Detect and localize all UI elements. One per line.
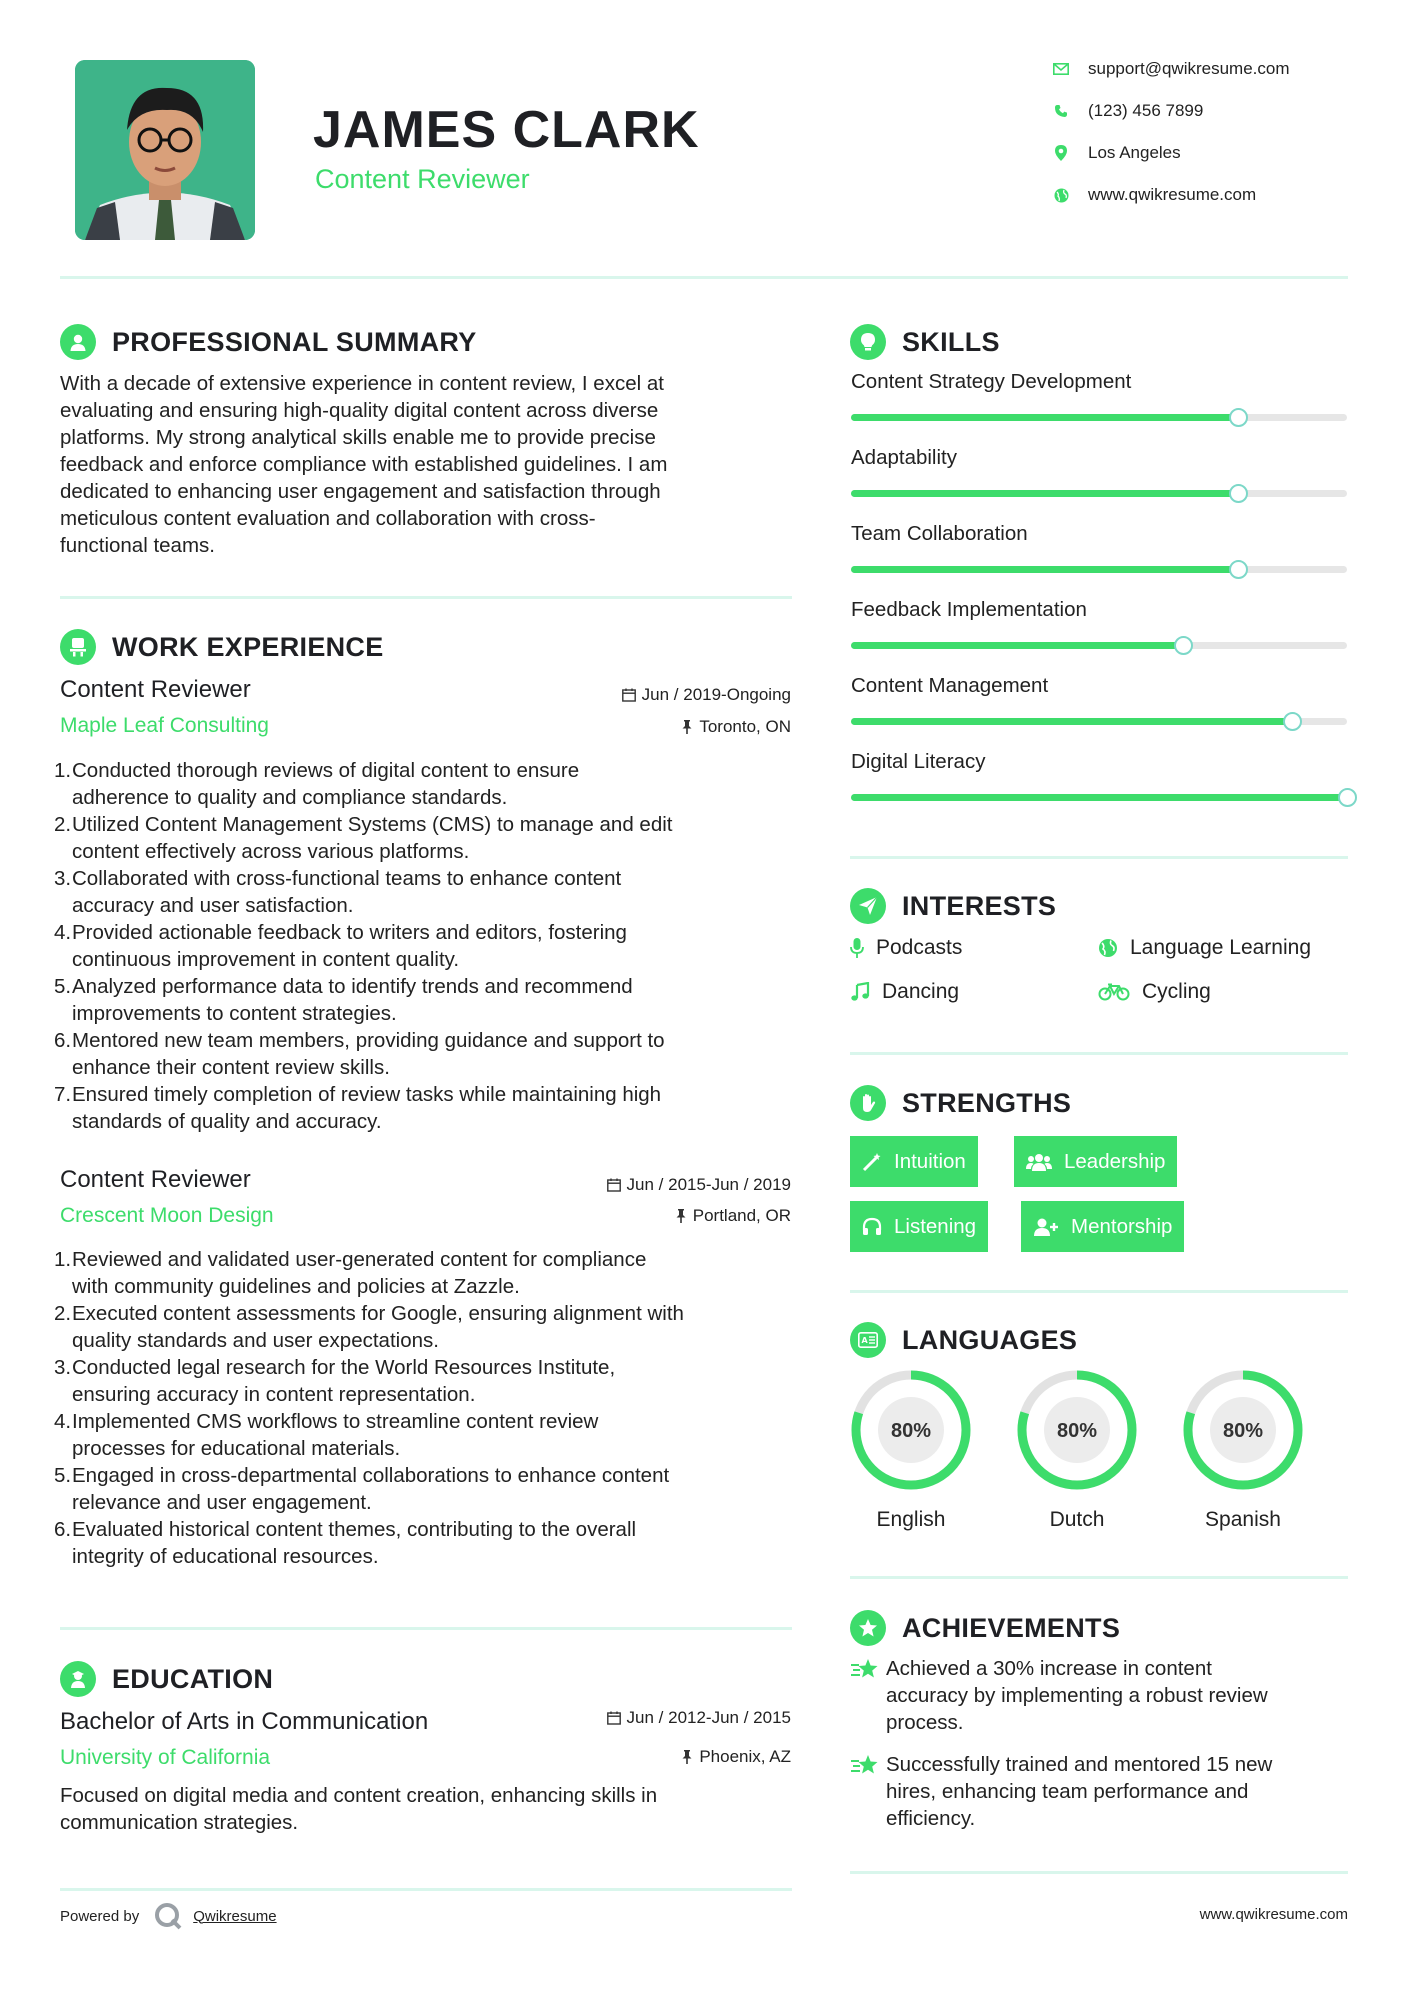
graduate-icon — [60, 1661, 96, 1697]
strength-tag — [1021, 1201, 1184, 1252]
achievements-heading — [850, 1610, 1120, 1646]
briefcase-icon — [60, 629, 96, 665]
section-divider — [60, 596, 792, 599]
section-divider — [850, 1052, 1348, 1055]
duty-item: 3. Conducted legal research for the World Resources Institute, ensuring accuracy in content representation. — [54, 1356, 616, 1406]
star-icon — [850, 1610, 886, 1646]
job-dates-text: Jun / 2019-Ongoing — [641, 685, 791, 704]
pushpin-icon — [675, 1209, 687, 1223]
interests-title: INTERESTS — [902, 890, 1057, 921]
achievement-text: Achieved a 30% increase in content accuracy by implementing a robust review process. — [886, 1657, 1268, 1734]
skill-item — [851, 370, 1347, 446]
language-ring — [1182, 1369, 1304, 1491]
music-note-icon — [850, 982, 870, 1002]
map-pin-icon — [1050, 142, 1072, 164]
section-divider — [850, 1290, 1348, 1293]
language-name: Spanish — [1205, 1508, 1281, 1531]
globe-icon — [1098, 938, 1118, 958]
strength-label: Mentorship — [1071, 1214, 1173, 1238]
skill-fill — [851, 414, 1238, 421]
skill-knob[interactable] — [1229, 408, 1248, 427]
contact-location — [1050, 141, 1181, 165]
summary-line: functional teams. — [60, 534, 215, 557]
duty-item: 1. Reviewed and validated user-generated content for compliance with community guidelines and policies at Zazzle. — [54, 1248, 647, 1298]
skill-knob[interactable] — [1229, 484, 1248, 503]
strengths-title: STRENGTHS — [902, 1087, 1072, 1118]
candidate-role: Content Reviewer — [315, 164, 530, 194]
skill-knob[interactable] — [1338, 788, 1357, 807]
skill-item — [851, 674, 1347, 750]
duty-item: 6. Mentored new team members, providing guidance and support to enhance their content review skills. — [54, 1029, 665, 1079]
job-location-text: Toronto, ON — [699, 717, 791, 736]
contact-location-text: Los Angeles — [1088, 143, 1181, 162]
degree: Bachelor of Arts in Communication — [60, 1708, 429, 1735]
duty-item: 6. Evaluated historical content themes, contributing to the overall integrity of educational resources. — [54, 1518, 637, 1568]
job-duties — [54, 757, 794, 1135]
education-line: Focused on digital media and content creation, enhancing skills in — [60, 1784, 658, 1807]
profile-photo — [75, 60, 255, 240]
skill-fill — [851, 718, 1292, 725]
contact-phone-text: (123) 456 7899 — [1088, 101, 1204, 120]
interest-item — [1098, 936, 1311, 960]
skill-label: Content Management — [851, 674, 1049, 697]
shooting-star-icon — [850, 1655, 886, 1736]
education-location — [681, 1747, 791, 1767]
language-percent: 80% — [1056, 1420, 1098, 1442]
strength-tag — [850, 1136, 978, 1187]
skill-knob[interactable] — [1283, 712, 1302, 731]
job-duties — [54, 1246, 794, 1570]
strength-tag — [850, 1201, 988, 1252]
achievements-title: ACHIEVEMENTS — [902, 1612, 1121, 1643]
skills-list — [851, 370, 1347, 826]
summary-line: evaluating and ensuring high-quality digital content across diverse — [60, 399, 659, 422]
interest-item — [850, 936, 962, 960]
job-title: Content Reviewer — [60, 676, 251, 703]
summary-title: PROFESSIONAL SUMMARY — [112, 326, 477, 357]
job-dates — [622, 685, 791, 705]
job-location — [675, 1206, 791, 1226]
pushpin-icon — [681, 720, 693, 734]
job-company: Crescent Moon Design — [60, 1204, 274, 1227]
footer-divider — [60, 1888, 792, 1891]
education-title: EDUCATION — [112, 1663, 274, 1694]
magic-wand-icon — [862, 1152, 882, 1172]
education-dates-text: Jun / 2012-Jun / 2015 — [626, 1708, 791, 1727]
summary-text — [60, 370, 800, 559]
envelope-icon — [1050, 58, 1072, 80]
skill-label: Adaptability — [851, 446, 957, 469]
skill-label: Digital Literacy — [851, 750, 986, 773]
job-title: Content Reviewer — [60, 1166, 251, 1193]
interest-label: Cycling — [1142, 980, 1211, 1003]
interest-label: Language Learning — [1130, 936, 1312, 959]
interest-label: Podcasts — [876, 936, 963, 959]
summary-line: meticulous content evaluation and collaboration with cross- — [60, 507, 596, 530]
footer-divider — [850, 1871, 1348, 1874]
skill-label: Team Collaboration — [851, 522, 1028, 545]
job-dates-text: Jun / 2015-Jun / 2019 — [626, 1175, 791, 1194]
education-description — [60, 1782, 800, 1836]
skills-title: SKILLS — [902, 326, 1000, 357]
skill-item — [851, 522, 1347, 598]
globe-icon — [1050, 184, 1072, 206]
job-company: Maple Leaf Consulting — [60, 714, 269, 737]
skill-knob[interactable] — [1174, 636, 1193, 655]
header-divider — [60, 276, 1348, 279]
language-item — [1016, 1369, 1138, 1532]
shooting-star-icon — [850, 1751, 886, 1832]
paper-plane-icon — [850, 888, 886, 924]
footer-website[interactable]: www.qwikresume.com — [1199, 1906, 1348, 1923]
skill-item — [851, 598, 1347, 674]
summary-line: platforms. My strong analytical skills enable me to provide precise — [60, 426, 656, 449]
job-dates — [607, 1175, 791, 1195]
education-heading — [60, 1661, 273, 1697]
user-icon — [60, 324, 96, 360]
contact-website[interactable] — [1050, 183, 1256, 207]
strength-label: Listening — [894, 1214, 977, 1238]
language-item — [850, 1369, 972, 1532]
education-location-text: Phoenix, AZ — [699, 1747, 791, 1766]
bicycle-icon — [1098, 983, 1130, 1001]
achievement-text: Successfully trained and mentored 15 new hires, enhancing team performance and efficiency. — [886, 1753, 1273, 1830]
skill-bar — [851, 566, 1347, 573]
interest-item — [850, 980, 959, 1004]
strength-tag — [1014, 1136, 1177, 1187]
education-dates — [607, 1708, 791, 1728]
duty-item: 4. Implemented CMS workflows to streamline content review processes for educational materials. — [54, 1410, 599, 1460]
language-name: English — [876, 1508, 946, 1531]
section-divider — [60, 1627, 792, 1630]
calendar-icon — [622, 688, 636, 702]
skill-label: Content Strategy Development — [851, 370, 1132, 393]
skill-bar — [851, 794, 1347, 801]
strengths-heading — [850, 1085, 1071, 1121]
qwikresume-link[interactable]: Qwikresume — [193, 1907, 277, 1925]
section-divider — [850, 1576, 1348, 1579]
school: University of California — [60, 1746, 271, 1769]
powered-by — [60, 1901, 277, 1931]
languages-title: LANGUAGES — [902, 1324, 1078, 1355]
skill-bar — [851, 718, 1347, 725]
languages-heading — [850, 1322, 1077, 1358]
calendar-icon — [607, 1711, 621, 1725]
contact-website-text: www.qwikresume.com — [1088, 185, 1257, 204]
language-percent: 80% — [1222, 1420, 1264, 1442]
strength-label: Intuition — [894, 1149, 966, 1173]
language-ring — [850, 1369, 972, 1491]
raised-hand-icon — [850, 1085, 886, 1121]
duty-item: 5. Analyzed performance data to identify trends and recommend improvements to content strategies. — [54, 975, 633, 1025]
language-name: Dutch — [1049, 1508, 1105, 1531]
microphone-icon — [850, 937, 864, 959]
language-ring — [1016, 1369, 1138, 1491]
job-location-text: Portland, OR — [692, 1206, 791, 1225]
experience-heading — [60, 629, 384, 665]
duty-item: 7. Ensured timely completion of review tasks while maintaining high standards of quality and accuracy. — [54, 1083, 662, 1133]
powered-by-label: Powered by — [60, 1907, 140, 1925]
svg-text:A: A — [861, 1336, 868, 1345]
achievement-item — [850, 1751, 1348, 1832]
contact-email[interactable] — [1050, 57, 1290, 81]
user-plus-icon — [1033, 1217, 1059, 1237]
users-icon — [1026, 1152, 1052, 1172]
candidate-name: JAMES CLARK — [313, 101, 700, 159]
skill-fill — [851, 642, 1183, 649]
section-divider — [850, 856, 1348, 859]
contact-email-text: support@qwikresume.com — [1088, 59, 1290, 78]
job-location — [681, 717, 791, 737]
duty-item: 1. Conducted thorough reviews of digital content to ensure adherence to quality and compliance standards. — [54, 759, 580, 809]
headphones-icon — [862, 1217, 882, 1237]
skill-item — [851, 446, 1347, 522]
duty-item: 3. Collaborated with cross-functional teams to enhance content accuracy and user satisfaction. — [54, 867, 622, 917]
contact-phone[interactable] — [1050, 99, 1203, 123]
skill-item — [851, 750, 1347, 826]
skill-bar — [851, 642, 1347, 649]
achievement-item — [850, 1655, 1348, 1736]
phone-icon — [1050, 100, 1072, 122]
skills-heading — [850, 324, 1000, 360]
duty-item: 2. Executed content assessments for Google, ensuring alignment with quality standards and user expectations. — [54, 1302, 684, 1352]
interests-heading — [850, 888, 1056, 924]
lightbulb-icon — [850, 324, 886, 360]
interest-label: Dancing — [882, 980, 960, 1003]
skill-fill — [851, 794, 1347, 801]
summary-line: dedicated to enhancing user engagement and satisfaction through — [60, 480, 661, 503]
experience-title: WORK EXPERIENCE — [112, 631, 384, 662]
qwikresume-logo-icon — [153, 1901, 183, 1931]
language-percent: 80% — [890, 1420, 932, 1442]
duty-item: 2. Utilized Content Management Systems (CMS) to manage and edit content effectively across various platforms. — [54, 813, 673, 863]
language-item — [1182, 1369, 1304, 1532]
skill-fill — [851, 566, 1238, 573]
interest-item — [1098, 980, 1211, 1004]
calendar-icon — [607, 1178, 621, 1192]
summary-heading — [60, 324, 477, 360]
skill-knob[interactable] — [1229, 560, 1248, 579]
skill-bar — [851, 490, 1347, 497]
summary-line: With a decade of extensive experience in content review, I excel at — [60, 372, 664, 395]
duty-item: 4. Provided actionable feedback to writers and editors, fostering continuous improvement in content quality. — [54, 921, 627, 971]
skill-bar — [851, 414, 1347, 421]
education-line: communication strategies. — [60, 1811, 299, 1834]
language-card-icon — [850, 1322, 886, 1358]
skill-fill — [851, 490, 1238, 497]
strength-label: Leadership — [1064, 1149, 1166, 1173]
duty-item: 5. Engaged in cross-departmental collaborations to enhance content relevance and user engagement. — [54, 1464, 670, 1514]
skill-label: Feedback Implementation — [851, 598, 1087, 621]
summary-line: feedback and enforce compliance with established guidelines. I am — [60, 453, 668, 476]
pushpin-icon — [681, 1750, 693, 1764]
